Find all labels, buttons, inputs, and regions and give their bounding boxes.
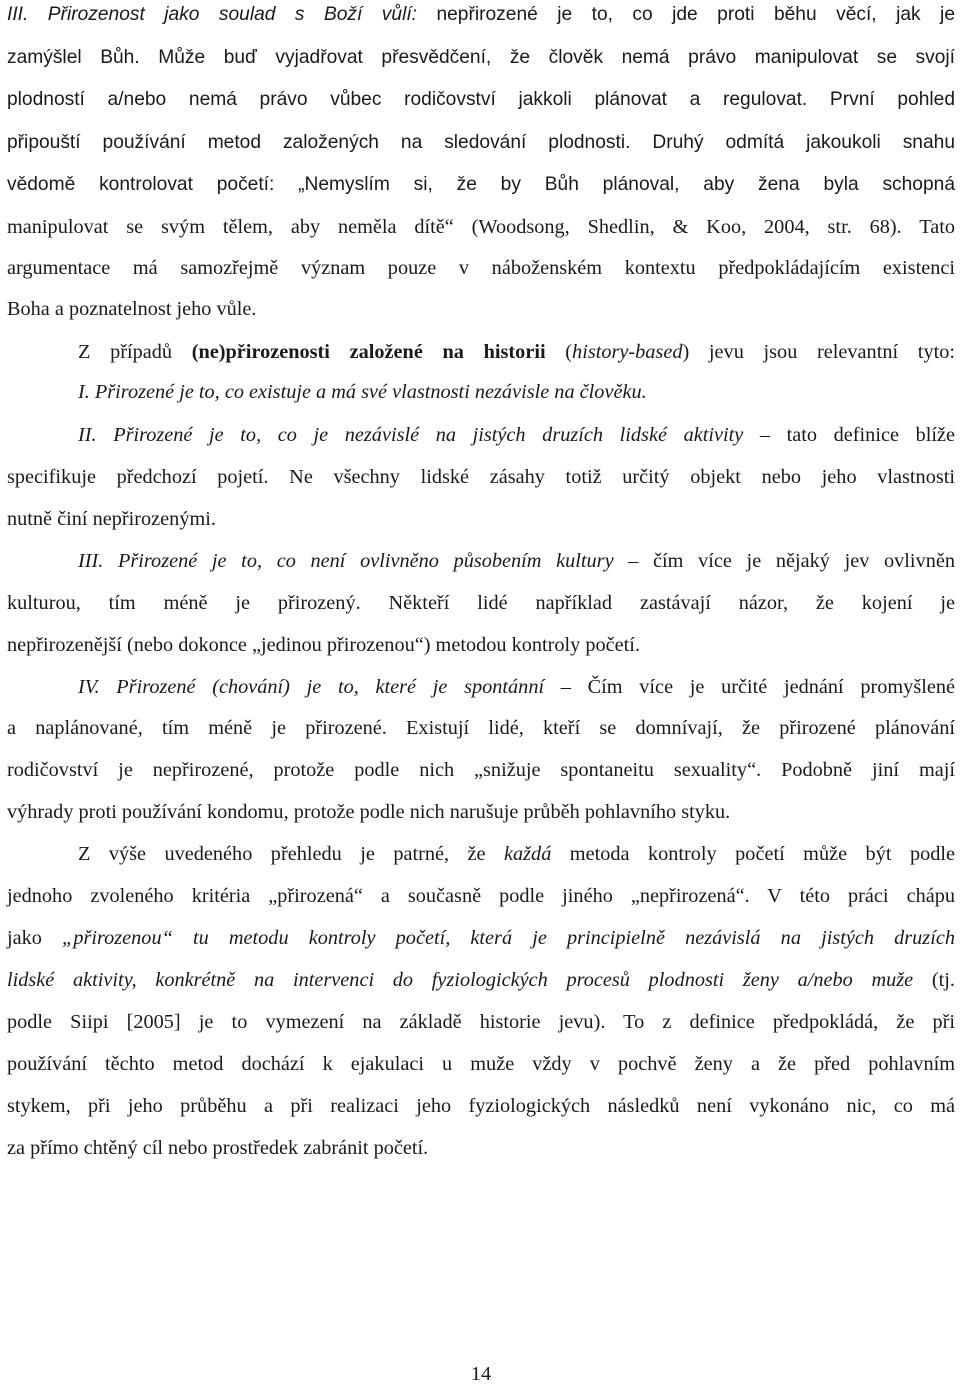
text-line: stykem, při jeho průběhu a při realizaci jeho fyziologických následků není vykonáno nic, co má (7, 1095, 955, 1117)
text-line: III. Přirozenost jako soulad s Boží vůlí: nepřirozené je to, co jde proti běhu věcí, jak je (7, 4, 955, 25)
list-item: I. Přirozené je to, co existuje a má své vlastnosti nezávisle na člověku. (78, 381, 647, 403)
page-number: 14 (470, 1363, 492, 1385)
text-line: specifikuje předchozí pojetí. Ne všechny lidské zásahy totiž určitý objekt nebo jeho vlastnosti (7, 466, 955, 488)
text-line: jednoho zvoleného kritéria „přirozená“ a současně podle jiného „nepřirozená“. V této práci chápu (7, 885, 955, 907)
text-line: plodností a/nebo nemá právo vůbec rodičovství jakkoli plánovat a regulovat. První pohled (7, 89, 955, 110)
section-heading: III. Přirozenost jako soulad s Boží vůlí: (7, 4, 417, 25)
document-page (7, 0, 955, 1384)
text-line: jako „přirozenou“ tu metodu kontroly početí, která je principielně nezávislá na jistých druzích (7, 927, 955, 949)
text-line: vědomě kontrolovat početí: „Nemyslím si, že by Bůh plánoval, aby žena byla schopná (7, 174, 955, 195)
text-line: zamýšlel Bůh. Může buď vyjadřovat přesvědčení, že člověk nemá právo manipulovat se svojí (7, 47, 955, 68)
text-line: podle Siipi [2005] je to vymezení na základě historie jevu). To z definice předpokládá, že při (7, 1011, 955, 1033)
text-line: a naplánované, tím méně je přirozené. Existují lidé, kteří se domnívají, že přirozené plánování (7, 717, 955, 739)
list-item: IV. Přirozené (chování) je to, které je spontánní – Čím více je určité jednání promyšlené (78, 676, 955, 698)
text-line: lidské aktivity, konkrétně na intervenci do fyziologických procesů plodnosti ženy a/nebo muže (tj. (7, 969, 956, 991)
text-line: výhrady proti používání kondomu, protože podle nich narušuje průběh pohlavního styku. (7, 801, 731, 823)
text-line: Z výše uvedeného přehledu je patrné, že každá metoda kontroly početí může být podle (78, 843, 956, 865)
list-item: III. Přirozené je to, co není ovlivněno působením kultury – čím více je nějaký jev ovlivněn (78, 550, 955, 572)
text-line: argumentace má samozřejmě význam pouze v náboženském kontextu předpokládajícím existenci (7, 257, 955, 279)
list-item: II. Přirozené je to, co je nezávislé na jistých druzích lidské aktivity – tato definice blíže (78, 424, 955, 446)
text-line: manipulovat se svým tělem, aby neměla dítě“ (Woodsong, Shedlin, & Koo, 2004, str. 68). Tato (7, 216, 955, 238)
text-line: nutně činí nepřirozenými. (7, 508, 216, 530)
text-line: používání těchto metod dochází k ejakulaci u muže vždy v pochvě ženy a že před pohlavním (7, 1053, 955, 1075)
text-line: za přímo chtěný cíl nebo prostředek zabránit početí. (7, 1137, 429, 1159)
emphasis-bold: (ne)přirozenosti založené na historii (191, 341, 546, 363)
text-line: nepřirozenější (nebo dokonce „jedinou přirozenou“) metodou kontroly početí. (7, 634, 641, 656)
text-line: rodičovství je nepřirozené, protože podle nich „snižuje spontaneitu sexuality“. Podobně jiní mají (7, 759, 955, 781)
text-line: kulturou, tím méně je přirozený. Někteří lidé například zastávají názor, že kojení je (7, 592, 955, 614)
text-line: Boha a poznatelnost jeho vůle. (7, 298, 257, 320)
text-line: připouští používání metod založených na sledování plodnosti. Druhý odmítá jakoukoli snahu (7, 132, 955, 153)
text-line: Z případů (ne)přirozenosti založené na historii (history-based) jevu jsou relevantní tyto: (78, 341, 955, 363)
